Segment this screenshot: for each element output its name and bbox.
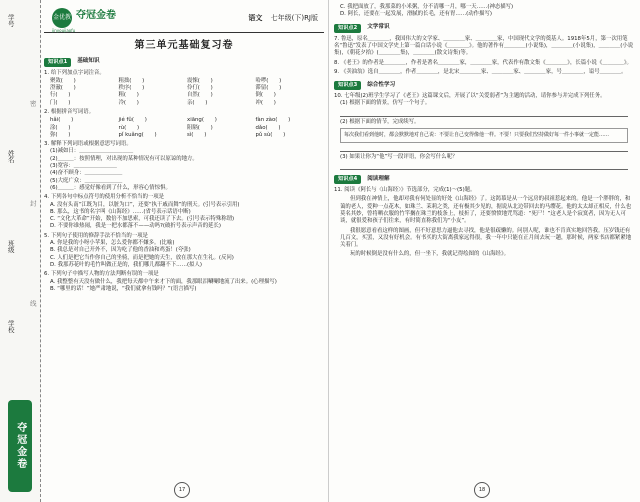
q1-item: 粗拙( ) bbox=[118, 77, 145, 84]
seal-mi: 密 bbox=[28, 100, 37, 107]
q2-item: 弥( ) bbox=[50, 131, 71, 138]
q2-item: sì( ) bbox=[187, 131, 207, 138]
q2-item: xiāng( ) bbox=[187, 117, 217, 124]
q11-passage bbox=[334, 196, 634, 258]
section-kp2 bbox=[334, 24, 634, 33]
q10-sub3: (3) 如果让你为“他”写一段评语，你会写什么呢？ bbox=[340, 153, 458, 160]
q1-item: 行( ) bbox=[50, 92, 71, 99]
page-number-left: 17 bbox=[174, 482, 190, 498]
q3-items bbox=[44, 148, 324, 192]
q2-item: dǎo( ) bbox=[255, 124, 281, 131]
q10-answer-line-1[interactable] bbox=[340, 110, 628, 117]
page-header bbox=[44, 4, 324, 41]
subject: 语文 bbox=[248, 14, 263, 22]
q1-stem: 1. 给下列加点字词注音。 bbox=[44, 69, 105, 76]
logo-icon: 金优教辅 bbox=[52, 8, 72, 28]
question-2 bbox=[44, 109, 324, 139]
section-kp3 bbox=[334, 81, 634, 90]
q6-option: B. “哪里的话！”她严肃地说，“我们就拿有钱吗？”(语言描写) bbox=[50, 285, 197, 292]
q1-item: 震悚( ) bbox=[187, 77, 213, 84]
q4-stem: 4. 下列各句中标点符号的使用分析不恰当的一项是 bbox=[44, 194, 165, 201]
question-4 bbox=[44, 194, 324, 230]
q3-item: (6)＿＿＿：感觉好像看到了什么，形容心情惊惧。 bbox=[50, 184, 171, 191]
q10-stem: 10. 七年级(2)班学生学习了《老王》这篇课文后，开展了以“关爱弱者”为主题的活动，请你参与并完成下列任务。 bbox=[334, 93, 606, 100]
kp2-tag: 知识点2 bbox=[334, 24, 361, 33]
question-5 bbox=[44, 233, 324, 269]
q1-item: 聚敛( ) bbox=[50, 77, 76, 84]
q1-item: 哈啰( ) bbox=[255, 77, 282, 84]
q6-stem: 6. 下列句子中描写人物的方法判断有误的一项是 bbox=[44, 271, 159, 278]
question-7: 7. 鲁迅，原名＿＿＿＿，我国伟大的文学家、＿＿＿＿家、＿＿＿＿家，中国现代文学的奠基人。1918年5月，第一次用笔名“鲁迅”发表了中国文学史上第一篇白话小说《＿＿＿＿》。他的著作有＿＿＿＿(小说集)，＿＿＿＿(小说集)，＿＿＿＿(小说集)，《朝花夕拾》(＿＿＿＿集)，＿＿＿＿(散文诗集)等。 bbox=[334, 35, 634, 57]
q11-paragraph: 玩的时候倒是没有什么的，但一坐下，我就记得绘图的《山海经》。 bbox=[350, 251, 510, 258]
question-9: 9. 《卖油翁》选自＿＿＿＿，作者＿＿＿＿，是北宋＿＿＿＿家、＿＿＿＿家、＿＿＿＿家，号＿＿＿＿，谥号＿＿＿＿。 bbox=[334, 68, 627, 75]
q11-stem: 11. 阅读《阿长与〈山海经〉》节选部分，完成(1)～(5)题。 bbox=[334, 187, 476, 194]
kp3-tag: 知识点3 bbox=[334, 81, 361, 90]
kp4-name: 阅读理解 bbox=[367, 175, 390, 182]
q1-items bbox=[50, 78, 324, 107]
logo-title: 夺冠金卷 bbox=[76, 10, 116, 21]
question-6 bbox=[44, 271, 324, 293]
kp1-tag: 知识点1 bbox=[44, 58, 71, 67]
kp1-name: 基础知识 bbox=[77, 58, 100, 65]
logo-sub: jinyoujiaofu bbox=[52, 28, 76, 33]
q10-context-box: 每次我们看到他时，都会默默地对自己说：不要让自己变得像他一样。不要！只要我们坚持做好每一件小事就一定能…… bbox=[340, 128, 628, 143]
seal-xian: 线 bbox=[28, 300, 37, 307]
q2-item: pǔ sù( ) bbox=[255, 131, 286, 138]
q2-item: pǐ kuǎng( ) bbox=[118, 131, 157, 138]
q1-item: 倒( ) bbox=[255, 92, 276, 99]
q5-option: A. 你是我的小呀小苹果，怎么爱你都不嫌多。(比喻) bbox=[50, 240, 175, 247]
q1-item: 粗( ) bbox=[118, 92, 139, 99]
q5-option: B. 我总是对自己开外不，因为吃了他的香油和鸡蛋！(夸张) bbox=[50, 247, 191, 254]
class-label: 班级 bbox=[6, 240, 15, 253]
question-1 bbox=[44, 70, 324, 107]
q6-option: C. 我把面放了，我那菜的小米粥，分不清哪一月，哪一天……(神态描写) bbox=[340, 4, 514, 10]
binding-strip bbox=[0, 0, 41, 502]
q1-item: 亲( ) bbox=[187, 99, 208, 106]
right-page bbox=[334, 4, 634, 498]
question-3 bbox=[44, 141, 324, 192]
q4-options bbox=[44, 202, 324, 231]
question-10 bbox=[334, 93, 634, 170]
q4-option: C. “文化大革命”开始，数倍不加思索，可我还读了下去。(引号表示特殊称谓) bbox=[50, 216, 235, 223]
section-kp4 bbox=[334, 175, 634, 184]
q4-option: B. 那么，这书的名字叫《山海经》……(省号表示话语中断) bbox=[50, 208, 191, 215]
q1-item: 伶仃( ) bbox=[187, 85, 213, 92]
q3-item: (5)大庭广众：＿＿＿＿＿＿＿ bbox=[50, 177, 123, 184]
q1-item: 澄澈( ) bbox=[50, 85, 76, 92]
left-page bbox=[44, 4, 324, 498]
student-number-label: 学号 bbox=[6, 14, 15, 27]
logo bbox=[50, 6, 130, 41]
q2-item: 涂( ) bbox=[50, 124, 71, 131]
question-11 bbox=[334, 187, 634, 259]
q1-item: 自然( ) bbox=[187, 92, 213, 99]
q2-item: hǎi( ) bbox=[50, 117, 74, 124]
q2-item: rù( ) bbox=[118, 124, 140, 131]
q6-option: A. 我整整有天没有做什么，我把每天都中午来才下的面，我那眼泪唰唰地流了出来。(心理描写) bbox=[50, 278, 277, 285]
page-divider bbox=[328, 0, 329, 502]
section-kp1 bbox=[44, 58, 324, 67]
q5-stem: 5. 下列句子使用的修辞手法不恰当的一项是 bbox=[44, 232, 148, 239]
q10-sub1: (1) 根据下面的情景，仿写一个句子。 bbox=[340, 100, 431, 107]
q3-stem: 3. 解释下列词语或根据意思写词语。 bbox=[44, 141, 132, 148]
q2-item: 阻隔( ) bbox=[187, 124, 213, 131]
q11-paragraph: 但到我在神情上，他却对我有何处显的好处《山海经》了。这渴慕是从一个远房的叔祖惹起来的。他是一个胖胖的，和蔼的老人，爱种一点花木，如珠兰、茉莉之类，还有极其少见的，据说从北边带回去的马缨花。他的太太却正相反，什么也莫名其妙，曾将晒衣服的竹竿搁在珠兰的枝条上，枝折了，还要愤愤地咒骂道：“死尸！”这老人是个寂寞者，因为无人可谈，就很爱和孩子们往来，有时简直称我们为“小友”。 bbox=[340, 196, 632, 225]
q1-item: 冷( ) bbox=[118, 99, 139, 106]
q5-options bbox=[44, 240, 324, 269]
q2-item: fàn zào( ) bbox=[255, 117, 291, 124]
q11-paragraph: 我很愿意看看这样的图画，但不好意思力逼他去寻找，他是很疏懒的。问别人呢，谁也不肯真实地回答我。压岁钱还有几百文，买罢，又没有好机会。有书买的大街离我家远得很，我一年中只能在正月间去玩一趟，那时候，两家书店都紧紧地关着门。 bbox=[340, 227, 632, 249]
student-name-label: 姓名 bbox=[6, 150, 15, 163]
q4-option: A. 没有头南“江既为目，以脏为口”，还要“执干戚而舞”的刑天。(引号表示引用) bbox=[50, 201, 240, 208]
q3-item: (3)宽容：＿＿＿＿＿＿＿＿ bbox=[50, 163, 117, 170]
subject-line bbox=[248, 14, 318, 23]
q2-item: jié fǔ( ) bbox=[118, 117, 147, 124]
q2-stem: 2. 根据拼音写词语。 bbox=[44, 109, 94, 115]
seal-feng: 封 bbox=[28, 200, 37, 207]
q1-item: 滞留( ) bbox=[255, 85, 282, 92]
q6-option: D. 阿长，还要在一起发展，滑腻的长毛，还有胃……(动作描写) bbox=[340, 11, 492, 18]
q3-item: (4)奋不顾身：＿＿＿＿＿＿＿ bbox=[50, 170, 123, 177]
page-number-right: 18 bbox=[474, 482, 490, 498]
kp3-name: 综合性学习 bbox=[367, 81, 396, 88]
q3-item: (2)＿＿＿：按照情理，对出现的某种情况有可以原谅的地方。 bbox=[50, 155, 198, 162]
q4-option: D. 不要你谁热闹，我是一把水都落不——动吗?(破折号表示声音的延长) bbox=[50, 223, 221, 230]
paper-title: 第三单元基础复习卷 bbox=[134, 40, 234, 51]
q6-options bbox=[44, 279, 324, 294]
q5-option: C. 人们是把它当作你自己的坐骑，而是把她的天生，放在那大在生礼。(反问) bbox=[50, 254, 234, 261]
q10-sub2: (2) 根据下面的情节，完成续写。 bbox=[340, 118, 420, 125]
grade: 七年级(下)RJ版 bbox=[270, 14, 318, 22]
kp4-tag: 知识点4 bbox=[334, 175, 361, 184]
question-8: 8. 《老王》的作者是＿＿＿＿，作者是著名＿＿＿＿家，＿＿＿＿家，代表作有散文集《＿＿＿＿》，长篇小说《＿＿＿＿》。 bbox=[334, 59, 632, 66]
q10-answer-line-2[interactable] bbox=[340, 145, 628, 152]
q6-more-options bbox=[334, 4, 634, 19]
brand-strip: 夺冠金卷 bbox=[8, 400, 32, 492]
q1-item: 门( ) bbox=[50, 99, 71, 106]
q5-option: D. 我那苏花叶的毛竹叫做正是的，我们哪儿都翻不下……(拟人) bbox=[50, 261, 202, 268]
q1-item: 秩序( ) bbox=[118, 85, 145, 92]
q2-items bbox=[50, 117, 324, 139]
q10-answer-line-3[interactable] bbox=[340, 163, 628, 170]
school-label: 学校 bbox=[6, 320, 15, 333]
kp2-name: 文学常识 bbox=[367, 24, 390, 31]
q3-item: (1)减如日：＿＿＿＿＿＿＿＿＿＿ bbox=[50, 148, 134, 155]
q1-item: 冲( ) bbox=[255, 99, 276, 106]
